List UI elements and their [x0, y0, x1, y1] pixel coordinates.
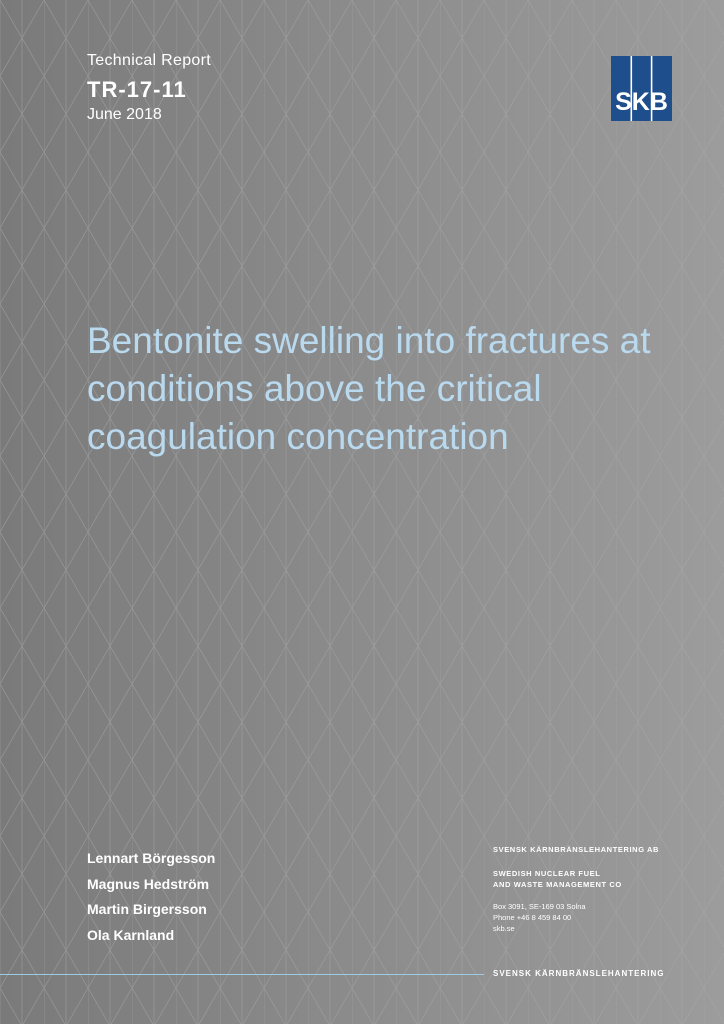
- company-name: SVENSK KÄRNBRÄNSLEHANTERING AB: [493, 845, 660, 854]
- author-name: Martin Birgersson: [87, 901, 207, 917]
- author-name: Lennart Börgesson: [87, 850, 216, 866]
- report-id: TR-17-11: [87, 77, 187, 102]
- footer-divider: [0, 974, 484, 975]
- author-name: Ola Karnland: [87, 926, 175, 943]
- report-title: Bentonite swelling into fractures at conditions above the critical coagulation concentration: [87, 320, 651, 457]
- report-date: June 2018: [87, 106, 162, 123]
- skb-logo: [611, 56, 672, 121]
- author-list: [87, 846, 215, 948]
- author-name: Magnus Hedström: [87, 875, 210, 892]
- company-info: [493, 844, 693, 934]
- company-english-line: SWEDISH NUCLEAR FUEL: [493, 869, 601, 878]
- report-type: Technical Report: [87, 52, 211, 69]
- footer-company-name: SVENSK KÄRNBRÄNSLEHANTERING: [493, 969, 665, 978]
- svg-text:SKB: SKB: [615, 88, 668, 116]
- company-website: skb.se: [493, 924, 515, 933]
- company-contact: [493, 901, 693, 934]
- company-phone: Phone +46 8 459 84 00: [493, 913, 572, 922]
- company-address: Box 3091, SE-169 03 Solna: [493, 902, 586, 911]
- company-english-name: [493, 868, 693, 890]
- company-english-line: AND WASTE MANAGEMENT CO: [493, 880, 622, 889]
